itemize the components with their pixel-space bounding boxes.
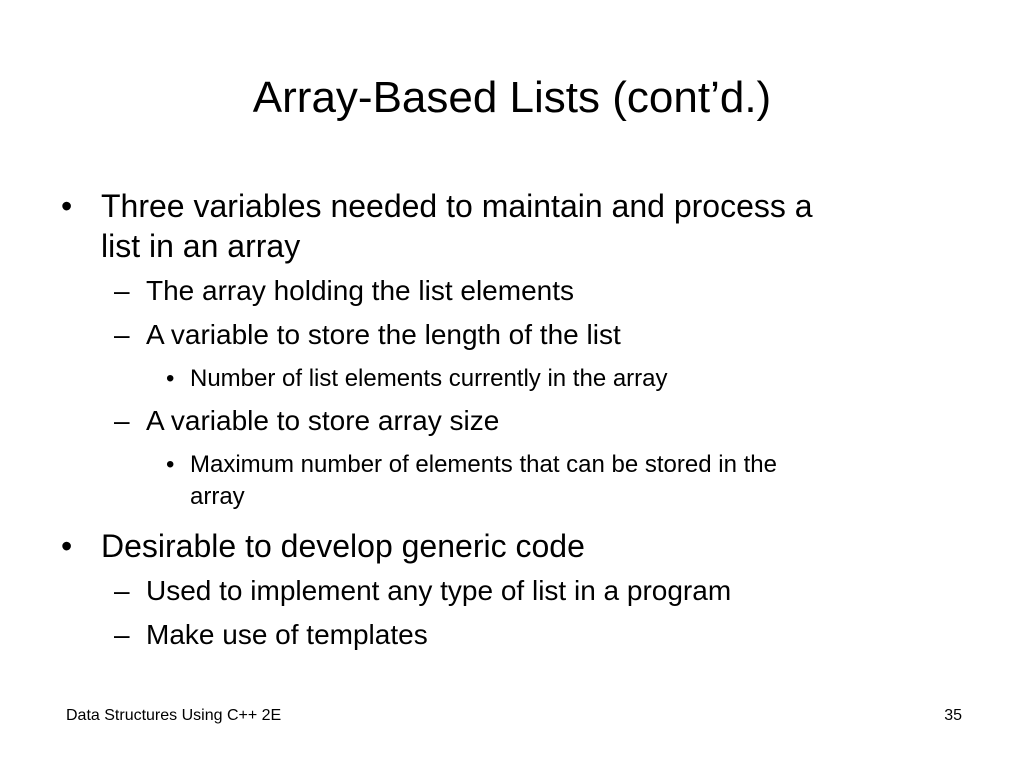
sub-bullet-text: The array holding the list elements (146, 275, 574, 306)
bullet-marker: • (166, 451, 175, 478)
sub-sub-bullet-text: Maximum number of elements that can be stored in the (190, 451, 777, 478)
bullet-marker: • (166, 365, 175, 392)
dash-marker: – (114, 619, 130, 650)
bullet-marker: • (61, 528, 73, 564)
dash-marker: – (114, 319, 130, 350)
sub-sub-bullet-text: Number of list elements currently in the array (190, 365, 668, 392)
sub-bullet-text: A variable to store the length of the list (146, 319, 621, 350)
dash-marker: – (114, 405, 130, 436)
dash-marker: – (114, 275, 130, 306)
sub-bullet-text: A variable to store array size (146, 405, 500, 436)
sub-bullet-text: Used to implement any type of list in a program (146, 575, 732, 606)
slide-title: Array-Based Lists (cont’d.) (252, 73, 772, 122)
footer-book-title: Data Structures Using C++ 2E (66, 707, 282, 724)
dash-marker: – (114, 575, 130, 606)
sub-bullet-text: Make use of templates (146, 619, 428, 650)
bullet-text: Desirable to develop generic code (101, 528, 585, 564)
sub-sub-bullet-text: array (190, 483, 245, 510)
bullet-text: list in an array (101, 228, 301, 264)
page-number: 35 (944, 707, 962, 724)
bullet-text: Three variables needed to maintain and process a (101, 188, 813, 224)
bullet-marker: • (61, 188, 73, 224)
